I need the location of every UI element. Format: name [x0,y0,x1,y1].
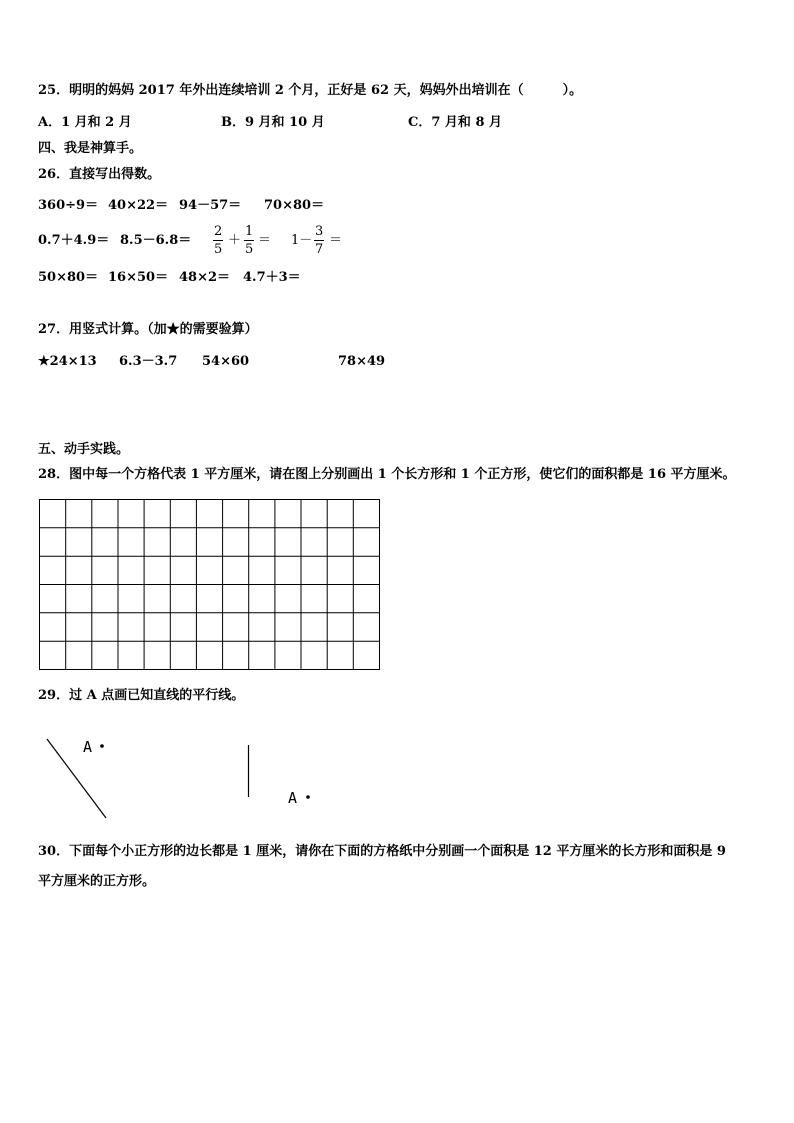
denominator: 7 [315,242,324,257]
grid-paper[interactable] [40,500,380,670]
q25-option-c: C．7 月和 8 月 [408,115,503,130]
numerator: 3 [315,224,324,239]
q28-text: 28．图中每一个方格代表 1 平方厘米，请在图上分别画出 1 个长方形和 1 个正方形，使它们的面积都是 16 平方厘米。 [38,467,736,482]
point-a-label: A [83,738,93,756]
q26-expr: 8.5－6.8＝ [120,233,192,248]
q25-option-a: A．1 月和 2 月 [38,115,132,130]
q26-expr: 70×80＝ [264,198,325,213]
q27-item: ★24×13 [38,354,97,369]
plus-sign: ＋ [228,233,242,248]
q26-expr: 94－57＝ [179,198,242,213]
q30-text-line1: 30．下面每个小正方形的边长都是 1 厘米，请你在下面的方格纸中分别画一个面积是 12 平方厘米的长方形和面积是 9 [38,844,726,859]
denominator: 5 [245,242,254,257]
equals-sign: ＝ [329,233,343,248]
q27-item: 6.3－3.7 [119,354,178,369]
section4-title: 四、我是神算手。 [38,141,143,156]
q27-item: 54×60 [202,354,250,369]
numerator: 1 [245,224,254,239]
q26-expr: 4.7＋3＝ [243,270,301,285]
q30-text-line2: 平方厘米的正方形。 [38,874,156,889]
q26-expr: 360÷9＝ [38,198,99,213]
q26-expr: 40×22＝ [108,198,169,213]
q29-title: 29．过 A 点画已知直线的平行线。 [38,688,245,703]
q26-expr: 50×80＝ [38,270,99,285]
point-a-label: A [288,789,298,807]
q26-expr: 48×2＝ [179,270,231,285]
q25-text: 25．明明的妈妈 2017 年外出连续培训 2 个月，正好是 62 天，妈妈外出培训在（ ）。 [38,83,583,98]
equals-sign: ＝ [258,233,272,248]
q26-expr: 0.7＋4.9＝ [38,233,110,248]
q27-item: 78×49 [338,354,386,369]
q26-title: 26．直接写出得数。 [38,167,161,182]
point-a-dot [306,795,310,799]
point-a-dot [100,744,104,748]
given-line-diagonal [47,739,106,818]
q25-option-b: B．9 月和 10 月 [221,115,325,130]
denominator: 5 [214,242,223,257]
section5-title: 五、动手实践。 [38,442,130,457]
q27-title: 27．用竖式计算。（加★的需要验算） [38,322,258,337]
q26-expr: 16×50＝ [108,270,169,285]
numerator: 2 [214,224,223,239]
one-minus: 1－ [291,233,313,248]
